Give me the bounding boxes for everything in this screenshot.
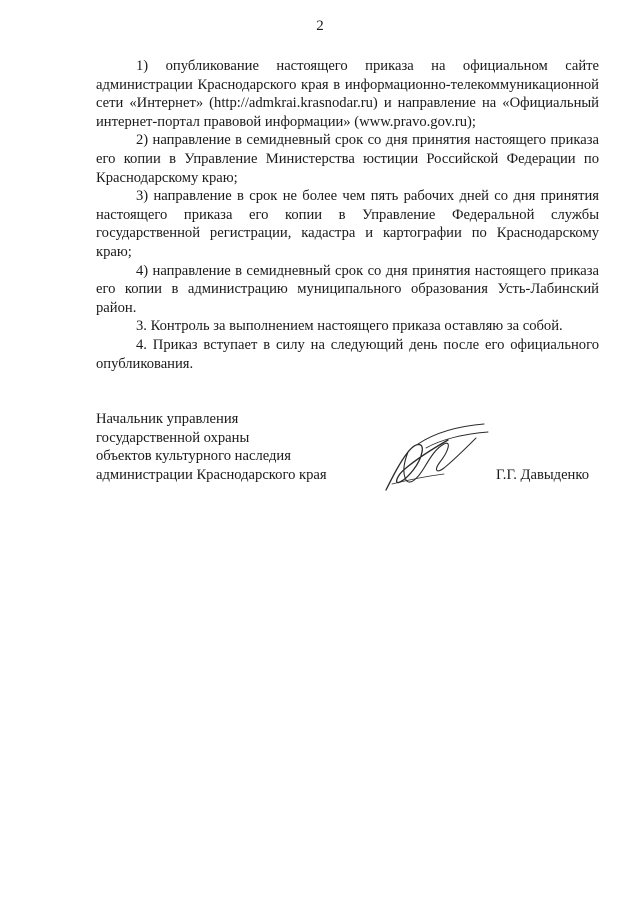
handwritten-signature xyxy=(378,418,498,496)
paragraph-effective-date: 4. Приказ вступает в силу на следующий день после его официального опубликования. xyxy=(96,336,599,372)
page-number: 2 xyxy=(316,18,324,34)
paragraph-municipal-administration: 4) направление в семидневный срок со дня принятия настоящего приказа его копии в администрацию муниципального образования Усть-Лабинский район. xyxy=(96,262,599,316)
position-line: Начальник управления xyxy=(96,411,239,427)
position-line: администрации Краснодарского края xyxy=(96,466,327,483)
position-line: объектов культурного наследия xyxy=(96,448,291,465)
paragraph-registration-service: 3) направление в срок не более чем пять рабочих дней со дня принятия настоящего приказа его копии в Управление Федеральной службы государственной регистрации, кадастра и картографии по Краснодарскому краю; xyxy=(96,188,599,260)
paragraph-control: 3. Контроль за выполнением настоящего приказа оставляю за собой. xyxy=(136,318,563,335)
signer-name: Г.Г. Давыденко xyxy=(496,467,590,483)
paragraph-publication: 1) опубликование настоящего приказа на официальном сайте администрации Краснодарского края в информационно-телекоммуникационной сети «Интернет» (http://admkrai.krasnodar.ru) и направление на «Официальный интернет-портал правовой информации» (www.pravo.gov.ru); xyxy=(96,58,599,130)
document-body xyxy=(96,57,599,373)
position-line: государственной охраны xyxy=(96,429,250,446)
signatory-position xyxy=(96,410,327,484)
paragraph-justice-ministry: 2) направление в семидневный срок со дня принятия настоящего приказа его копии в Управление Министерства юстиции Российской Федерации по Краснодарскому краю; xyxy=(96,132,599,186)
